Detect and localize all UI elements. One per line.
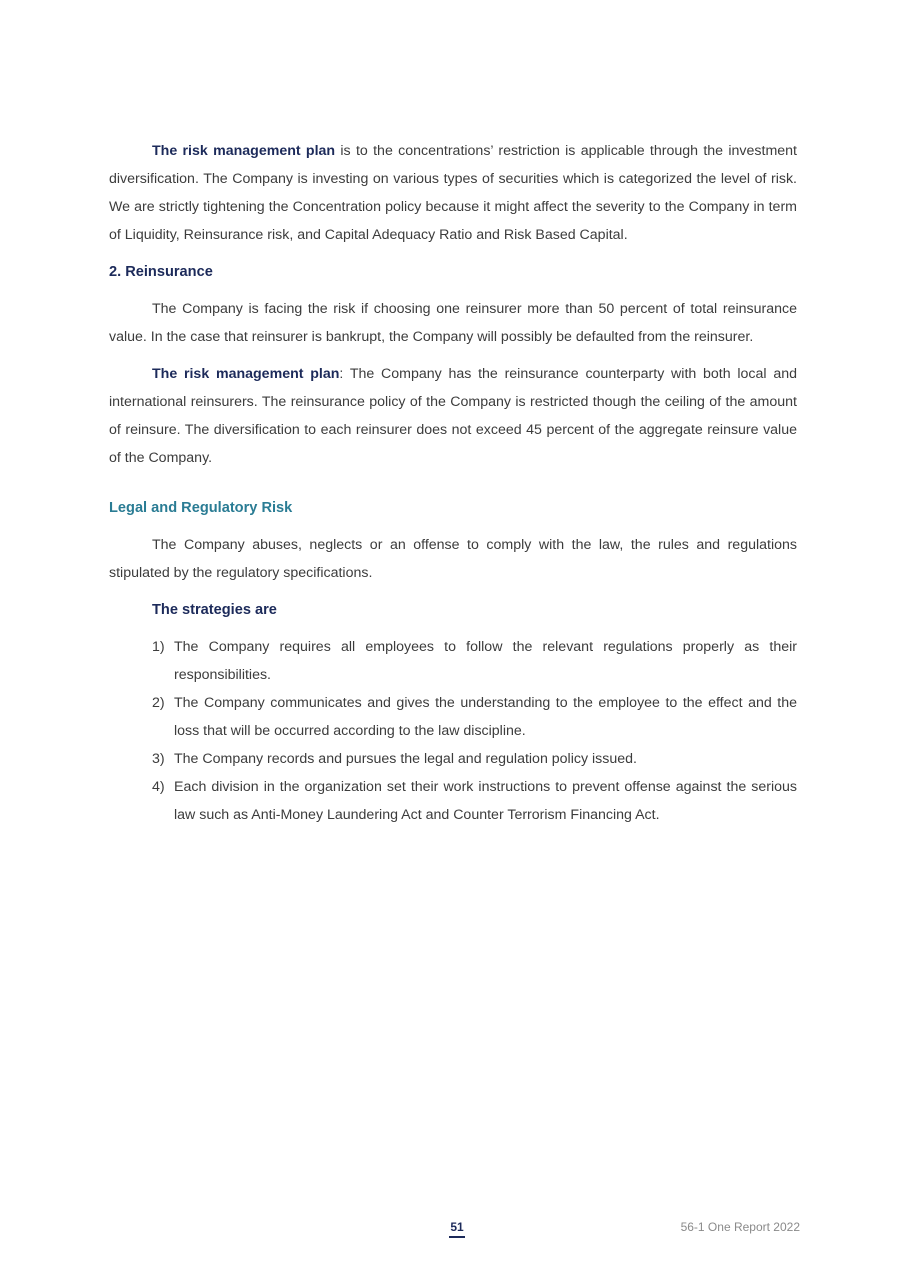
concentration-plan-paragraph	[109, 137, 797, 249]
strategies-heading: The strategies are	[152, 602, 277, 618]
reinsurance-risk-paragraph: The Company is facing the risk if choosing one reinsurer more than 50 percent of total reinsurance value. In the case that reinsurer is bankrupt, the Company will possibly be defaulted from the reinsurer.	[109, 301, 797, 345]
list-item	[152, 773, 797, 829]
list-item-text: The Company communicates and gives the understanding to the employee to the effect and the loss that will be occurred according to the law discipline.	[174, 695, 797, 739]
risk-management-plan-label: The risk management plan	[152, 143, 336, 159]
list-item	[152, 745, 797, 773]
list-item-text: The Company requires all employees to follow the relevant regulations properly as their responsibilities.	[174, 639, 797, 683]
document-body	[109, 137, 797, 829]
page-number: 51	[450, 1220, 464, 1234]
strategies-list	[109, 633, 797, 829]
page-number-underline	[449, 1236, 465, 1238]
reinsurance-plan-label: The risk management plan	[152, 366, 340, 382]
concentration-plan-text: is to the concentrations’ restriction is applicable through the investment diversification. The Company is investing on various types of securities which is categorized the level of risk. We are strictly tightening the Concentration policy because it might affect the severity to the Company in term of Liquidity, Reinsurance risk, and Capital Adequacy Ratio and Risk Based Capital.	[109, 143, 797, 243]
list-item-text: Each division in the organization set their work instructions to prevent offense against the serious law such as Anti-Money Laundering Act and Counter Terrorism Financing Act.	[174, 779, 797, 823]
legal-regulatory-heading: Legal and Regulatory Risk	[109, 500, 293, 516]
list-item	[152, 689, 797, 745]
reinsurance-plan-text: : The Company has the reinsurance counterparty with both local and international reinsurers. The reinsurance policy of the Company is restricted though the ceiling of the amount of reinsure. The diversification to each reinsurer does not exceed 45 percent of the aggregate reinsure value of the Company.	[109, 366, 797, 466]
report-title: 56-1 One Report 2022	[680, 1220, 800, 1234]
list-item-number: 2)	[152, 695, 165, 711]
list-item-number: 1)	[152, 639, 165, 655]
list-item-text: The Company records and pursues the legal and regulation policy issued.	[174, 751, 637, 767]
reinsurance-heading: 2. Reinsurance	[109, 264, 213, 280]
list-item-number: 4)	[152, 779, 165, 795]
list-item-number: 3)	[152, 751, 165, 767]
legal-risk-paragraph: The Company abuses, neglects or an offense to comply with the law, the rules and regulations stipulated by the regulatory specifications.	[109, 537, 797, 581]
reinsurance-plan-paragraph	[109, 360, 797, 472]
list-item	[152, 633, 797, 689]
